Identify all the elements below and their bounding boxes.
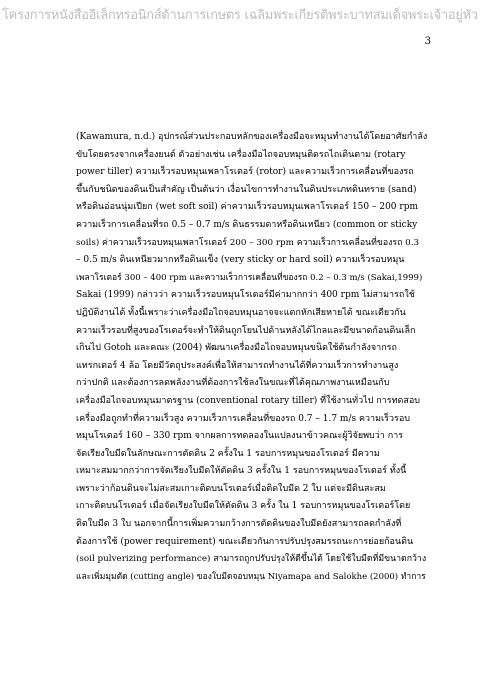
text-line: power tiller) ความเร็วรอบหมุนเพลาโรเตอร์ (rotor) และความเร็วการเคลื่อนที่ของรถ	[76, 167, 414, 178]
text-line: soils) ค่าความเร็วรอบหมุนเพลาโรเตอร์ 200 – 300 rpm ความเร็วการเคลื่อนที่ของรถ 0.3	[76, 237, 420, 248]
running-header: โครงการหนังสืออิเล็กทรอนิกส์ด้านการเกษตร เฉลิมพระเกียรติพระบาทสมเด็จพระเจ้าอยู่หัว	[2, 8, 478, 23]
text-line: จัดเรียงใบมีดในลักษณะการตัดดิน 2 ครั้งใน 1 รอบการหมุนของโรเตอร์ มีความ	[76, 448, 380, 459]
text-line: กว่าปกติ และต้องการลดพลังงานที่ต้องการใช้ลงในขณะที่ได้คุณภาพงานเหมือนกับ	[76, 378, 390, 389]
text-line: – 0.5 m/s ดินเหนียวมากหรือดินแข็ง (very sticky or hard soil) ความเร็วรอบหมุน	[76, 255, 405, 266]
text-line: เพลาโรเตอร์ 300 – 400 rpm และความเร็วการเคลื่อนที่ของรถ 0.2 – 0.3 m/s (Sakai,1999)	[76, 272, 423, 283]
text-line: เครื่องมือถูกทำที่ความเร็วสูง ความเร็วการเคลื่อนที่ของรถ 0.7 – 1.7 m/s ความเร็วรอบ	[76, 413, 410, 424]
text-line: แทรกเตอร์ 4 ล้อ โดยมีวัตถุประสงค์เพื่อให้สามารถทำงานได้ที่ความเร็วการทำงานสูง	[76, 360, 399, 371]
text-line: ขับโดยตรงจากเครื่องยนต์ ตัวอย่างเช่น เครื่องมือไถจอบหมุนติดรถไถเดินตาม (rotary	[76, 149, 406, 160]
text-line: (soil pulverizing performance) สามารถถูกปรับปรุงให้ดีขึ้นได้ โดยใช้ใบมีดที่มีขนาดกว้าง	[76, 554, 427, 565]
text-line: หรือดินอ่อนนุ่มเปียก (wet soft soil) ค่าความเร็วรอบหมุนเพลาโรเตอร์ 150 – 200 rpm	[76, 202, 418, 213]
text-line: Sakai (1999) กล่าวว่า ความเร็วรอบหมุนโรเตอร์มีค่ามากกว่า 400 rpm ไม่สามารถใช้	[76, 290, 415, 301]
text-line: ติดใบมีด 3 ใบ นอกจากนี้การเพิ่มความกว้างการตัดดินของใบมีดยังสามารถลดกำลังที่	[76, 519, 402, 530]
text-line: หมุนโรเตอร์ 160 – 330 rpm จากผลการทดลองในแปลงนาข้าวคณะผู้วิจัยพบว่า การ	[76, 431, 404, 442]
text-line: ความเร็วรอบที่สูงของโรเตอร์จะทำให้ดินถูกโยนไปด้านหลังได้ไกลและมีขนาดก้อนดินเล็ก	[76, 325, 416, 336]
text-line: เกาะติดบนโรเตอร์ เมื่อจัดเรียงใบมีดให้ตัดดิน 3 ครั้ง ใน 1 รอบการหมุนของโรเตอร์โดย	[76, 501, 411, 512]
text-line: ความเร็วการเคลื่อนที่รถ 0.5 – 0.7 m/s ดินธรรมดาหรือดินเหนียว (common or sticky	[76, 219, 418, 230]
text-line: เกินไป Gotoh และคณะ (2004) พัฒนาเครื่องมือไถจอบหมุนขนิดใช้ต้นกำลังจากรถ	[76, 343, 397, 354]
body-paragraph	[76, 129, 428, 586]
text-line: เพราะว่าก้อนดินจะไม่สะสมเกาะติดบนโรเตอร์เมื่อติดใบมีด 2 ใบ แต่จะมีดินสะสม	[76, 483, 386, 494]
text-line: ปฏิบัติงานได้ ทั้งนี้เพราะว่าเครื่องมือไถจอบหมุนอาจจะแตกหักเสียหายได้ ขณะเดียวกัน	[76, 307, 406, 318]
text-line: และเพิ่มมุมตัด (cutting angle) ของใบมีดจอบหมุน Niyamapa and Salokhe (2000) ทำการ	[76, 571, 426, 582]
page-number: 3	[424, 36, 431, 47]
text-line: เครื่องมือไถจอบหมุนมาตรฐาน (conventional rotary tiller) ที่ใช้งานทั่วไป การทดสอบ	[76, 395, 420, 406]
text-line: เหมาะสมมากกว่าการจัดเรียงใบมีดให้ตัดดิน 3 ครั้งใน 1 รอบการหมุนของโรเตอร์ ทั้งนี้	[76, 466, 407, 477]
text-line: ต้องการใช้ (power requirement) ขณะเดียวกันการปรับปรุงสมรรถนะการย่อยก้อนดิน	[76, 536, 414, 547]
text-line: (Kawamura, n.d.) อุปกรณ์ส่วนประกอบหลักของเครื่องมือจะหมุนทำงานได้โดยอาศัยกำลัง	[76, 132, 428, 142]
text-line: ขึ้นกับชนิดของดินเป็นสำคัญ เป็นต้นว่า เงื่อนไขการทำงานในดินประเภทดินทราย (sand)	[76, 184, 417, 195]
